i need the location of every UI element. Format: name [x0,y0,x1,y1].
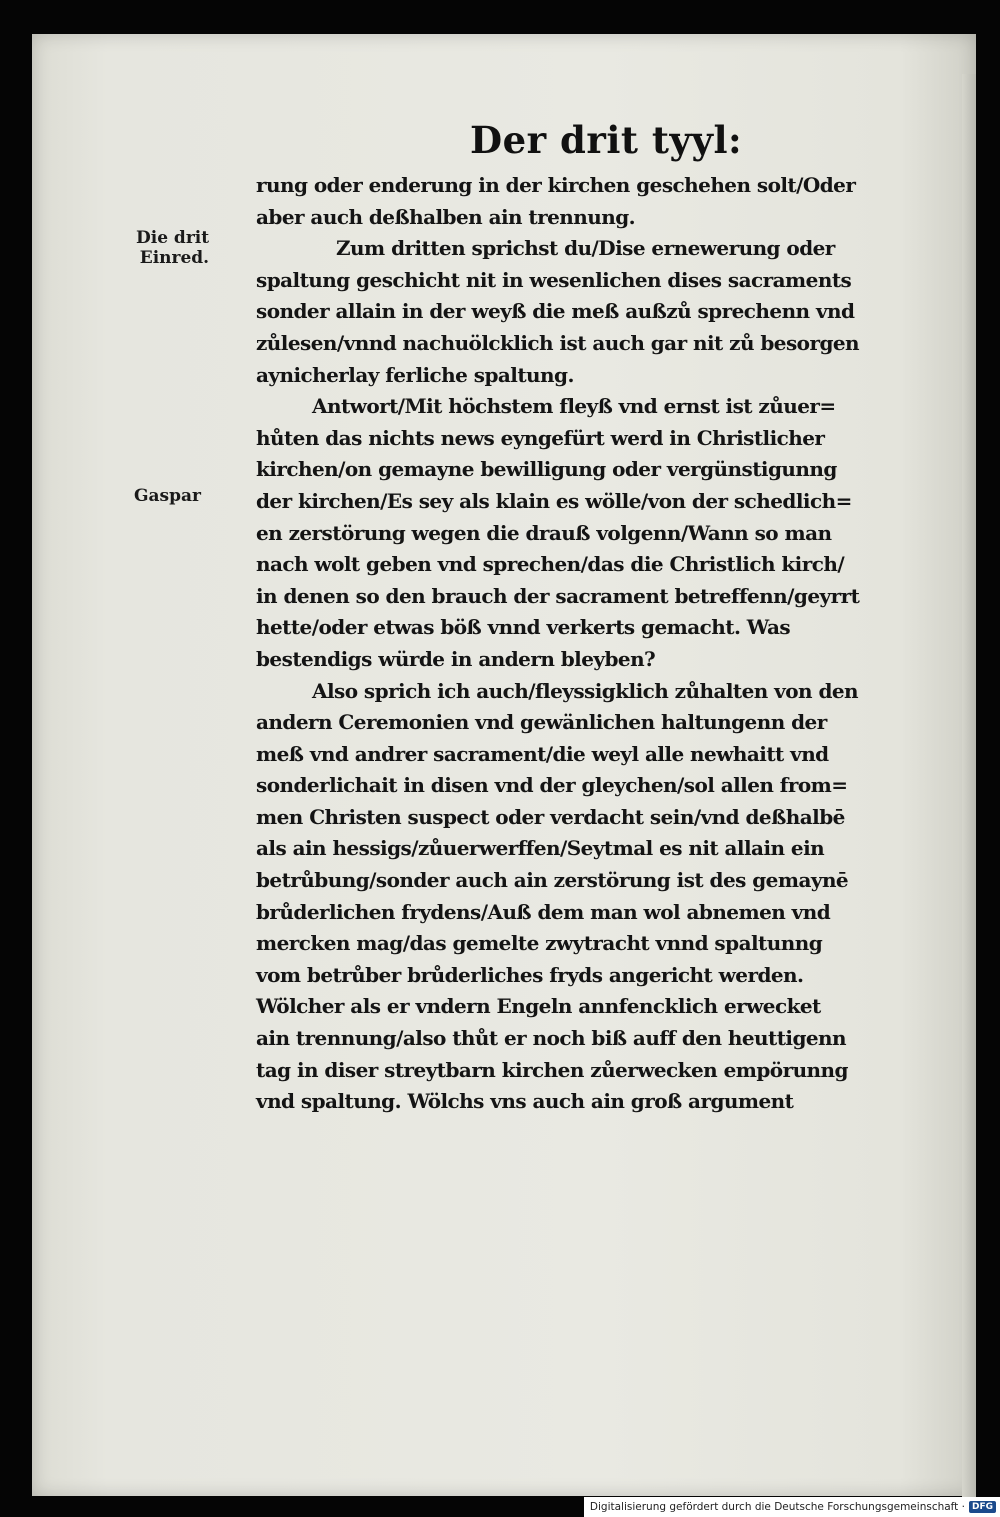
text-line: nach wolt geben vnd sprechen/das die Christlich kirch/ [256,552,845,577]
text-line: vom betrůber brůderliches fryds angericht werden. [256,962,804,987]
text-line: mercken mag/das gemelte zwytracht vnnd spaltunng [256,931,823,956]
text-line: sonderlichait in disen vnd der gleychen/sol allen from= [256,773,848,798]
text-line: Also sprich ich auch/fleyssigklich zůhalten von den [312,678,859,703]
text-line: brůderlichen frydens/Auß dem man wol abnemen vnd [256,899,831,924]
text-line: hůten das nichts news eyngefürt werd in Christlicher [256,425,825,450]
text-line: spaltung geschicht nit in wesenlichen dises sacraments [256,267,852,292]
digitization-credit [584,1497,1000,1517]
text-line: rung oder enderung in der kirchen geschehen solt/Oder [256,173,856,197]
text-line: zůlesen/vnnd nachuölcklich ist auch gar nit zů besorgen [256,330,860,355]
page-edge [962,74,976,1504]
text-line: in denen so den brauch der sacrament betreffenn/geyrrt [256,583,860,608]
text-line: andern Ceremonien vnd gewänlichen haltungenn der [256,710,827,735]
text-line: bestendigs würde in andern bleyben? [256,646,656,671]
text-line: aber auch deßhalben ain trennung. [256,204,636,229]
margin-note-einred [136,228,209,268]
text-line: vnd spaltung. Wölchs vns auch ain groß argument [256,1089,794,1114]
running-head: Der drit tyyl: [470,118,743,162]
text-line: men Christen suspect oder verdacht sein/vnd deßhalbē [256,804,845,829]
text-line: sonder allain in der weyß die meß außzů sprechenn vnd [256,299,855,324]
body-text [256,170,920,1118]
margin-note-gaspar: Gaspar [134,486,201,506]
text-line: tag in diser streytbarn kirchen zůerwecken empörunng [256,1057,848,1082]
text-line: Wölcher als er vndern Engeln annfencklich erwecket [256,994,821,1019]
text-line: kirchen/on gemayne bewilligung oder vergünstigunng [256,457,837,482]
dfg-logo: DFG [969,1501,996,1513]
text-line: betrůbung/sonder auch ain zerstörung ist des gemaynē [256,868,849,893]
text-line: der kirchen/Es sey als klain es wölle/von der schedlich= [256,488,852,513]
text-line: Antwort/Mit höchstem fleyß vnd ernst ist zůuer= [312,394,836,419]
margin-note-einred-text: Die drit Einred. [136,228,210,268]
text-line: en zerstörung wegen die drauß volgenn/Wann so man [256,520,832,545]
text-line: als ain hessigs/zůuerwerffen/Seytmal es nit allain ein [256,836,825,861]
text-line: meß vnd andrer sacrament/die weyl alle newhaitt vnd [256,741,829,766]
text-line: Zum dritten sprichst du/Dise ernewerung oder [336,236,835,261]
text-line: aynicherlay ferliche spaltung. [256,362,574,387]
text-line: ain trennung/also thůt er noch biß auff den heuttigenn [256,1026,847,1051]
digitization-credit-text: Digitalisierung gefördert durch die Deutsche Forschungsgemeinschaft · [589,1501,965,1513]
text-line: hette/oder etwas böß vnnd verkerts gemacht. Was [256,615,791,640]
